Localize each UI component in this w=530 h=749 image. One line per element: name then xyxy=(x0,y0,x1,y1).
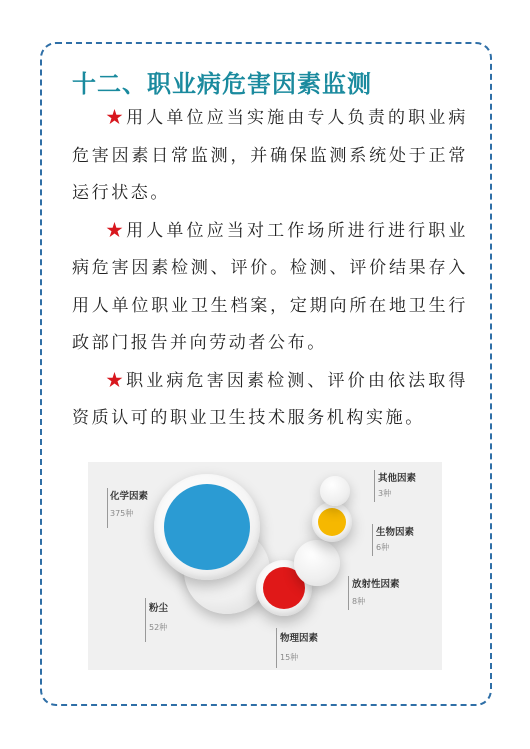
chemical-count: 375种 xyxy=(110,509,134,518)
biological-tick xyxy=(372,524,373,556)
other-count: 3种 xyxy=(378,489,392,498)
star-bullet: ★ xyxy=(106,370,127,391)
dust-label: 粉尘 xyxy=(149,603,169,614)
dust-tick xyxy=(145,598,146,642)
radioactive-label: 放射性因素 xyxy=(352,579,400,590)
biological-circle xyxy=(312,502,352,542)
physical-label: 物理因素 xyxy=(280,633,319,644)
paragraph-1: ★用人单位应当实施由专人负责的职业病危害因素日常监测，并确保监测系统处于正常运行状态。 xyxy=(72,108,468,203)
chemical-fill xyxy=(164,484,250,570)
radioactive-tick xyxy=(348,576,349,610)
body-text xyxy=(72,100,468,438)
dust-count: 52种 xyxy=(149,623,168,632)
chemical-label: 化学因素 xyxy=(110,491,149,502)
physical-count: 15种 xyxy=(280,653,299,662)
star-bullet: ★ xyxy=(106,108,127,128)
biological-count: 6种 xyxy=(376,543,390,552)
biological-fill xyxy=(318,508,346,536)
other-tick xyxy=(374,470,375,502)
biological-label: 生物因素 xyxy=(376,527,415,538)
physical-tick xyxy=(276,628,277,668)
other-label: 其他因素 xyxy=(378,473,417,484)
paragraph-3: ★职业病危害因素检测、评价由依法取得资质认可的职业卫生技术服务机构实施。 xyxy=(72,370,468,428)
hazard-factor-infographic xyxy=(88,462,442,670)
chemical-tick xyxy=(107,488,108,528)
star-bullet: ★ xyxy=(106,220,127,241)
radioactive-circle xyxy=(294,540,340,586)
chemical-circle xyxy=(154,474,260,580)
radioactive-count: 8种 xyxy=(352,597,366,606)
other-circle xyxy=(320,476,350,506)
section-title: 十二、职业病危害因素监测 xyxy=(72,70,372,98)
paragraph-2: ★用人单位应当对工作场所进行进行职业病危害因素检测、评价。检测、评价结果存入用人单位职业卫生档案，定期向所在地卫生行政部门报告并向劳动者公布。 xyxy=(72,220,468,353)
